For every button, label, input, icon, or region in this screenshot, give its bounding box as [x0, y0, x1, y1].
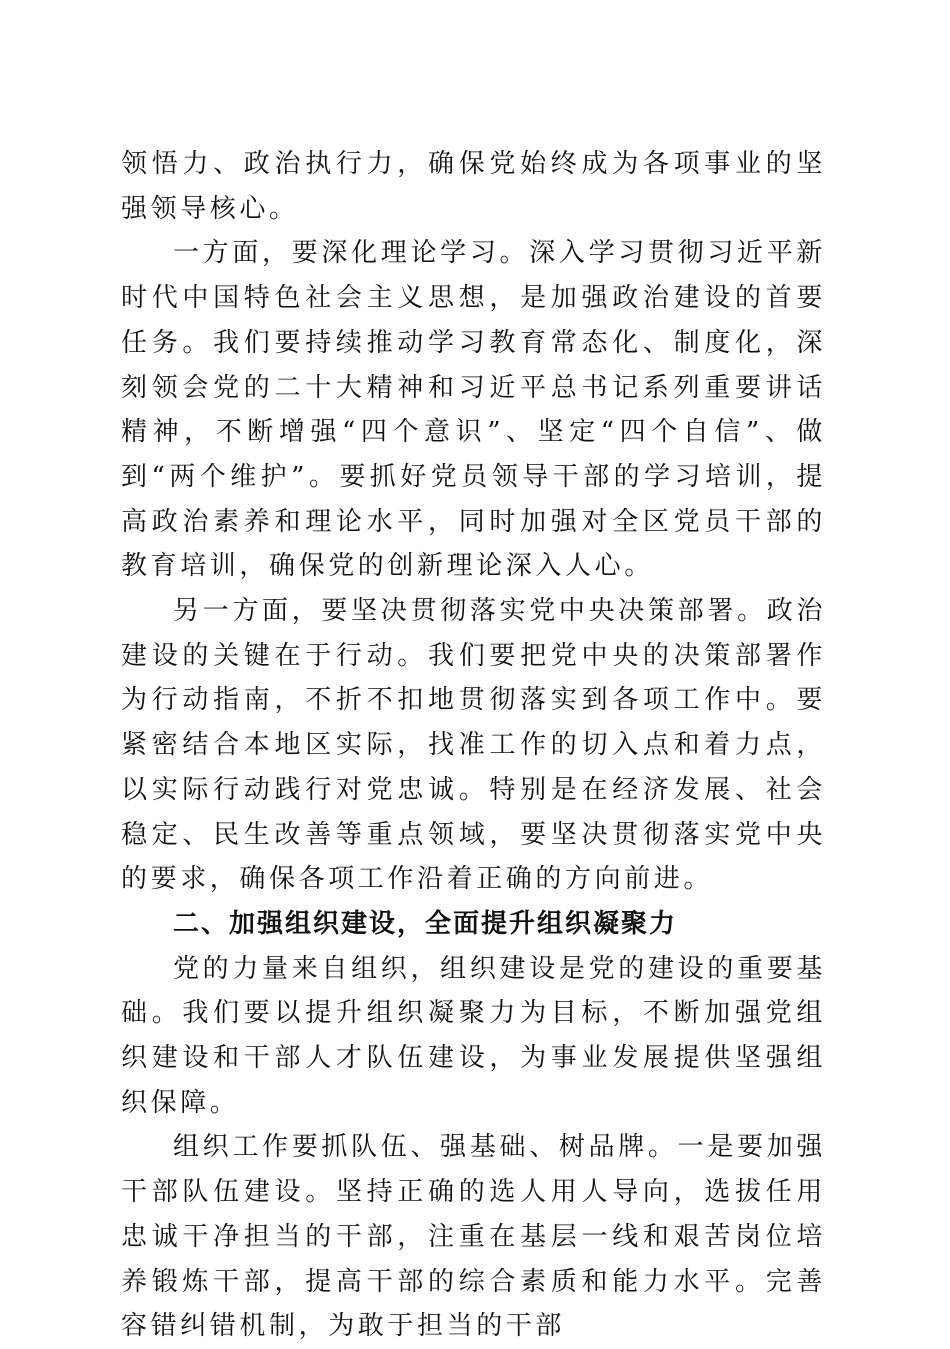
paragraph-organization-strength: 党的力量来自组织，组织建设是党的建设的重要基础。我们要以提升组织凝聚力为目标，不断加强党组织建设和干部人才队伍建设，为事业发展提供坚强组织保障。 — [121, 953, 826, 1118]
section-heading: 二、加强组织建设，全面提升组织凝聚力 — [173, 908, 678, 939]
paragraph-implement-decisions: 另一方面，要坚决贯彻落实党中央决策部署。政治建设的关键在于行动。我们要把党中央的决策部署作为行动指南，不折不扣地贯彻落实到各项工作中。要紧密结合本地区实际，找准工作的切入点和着力点，以实际行动践行对党忠诚。特别是在经济发展、社会稳定、民生改善等重点领域，要坚决贯彻落实党中央的要求，确保各项工作沿着正确的方向前进。 — [121, 596, 826, 895]
paragraph-theory-study: 一方面，要深化理论学习。深入学习贯彻习近平新时代中国特色社会主义思想，是加强政治建设的首要任务。我们要持续推动学习教育常态化、制度化，深刻领会党的二十大精神和习近平总书记系列重要讲话精神，不断增强“四个意识”、坚定“四个自信”、做到“两个维护”。要抓好党员领导干部的学习培训，提高政治素养和理论水平，同时加强对全区党员干部的教育培训，确保党的创新理论深入人心。 — [121, 238, 826, 582]
paragraph-organization-work: 组织工作要抓队伍、强基础、树品牌。一是要加强干部队伍建设。坚持正确的选人用人导向，选拔任用忠诚干净担当的干部，注重在基层一线和艰苦岗位培养锻炼干部，提高干部的综合素质和能力水平。完善容错纠错机制，为敢于担当的干部 — [121, 1132, 826, 1342]
paragraph-continuation: 领悟力、政治执行力，确保党始终成为各项事业的坚强领导核心。 — [121, 149, 826, 224]
document-body — [121, 142, 826, 1349]
